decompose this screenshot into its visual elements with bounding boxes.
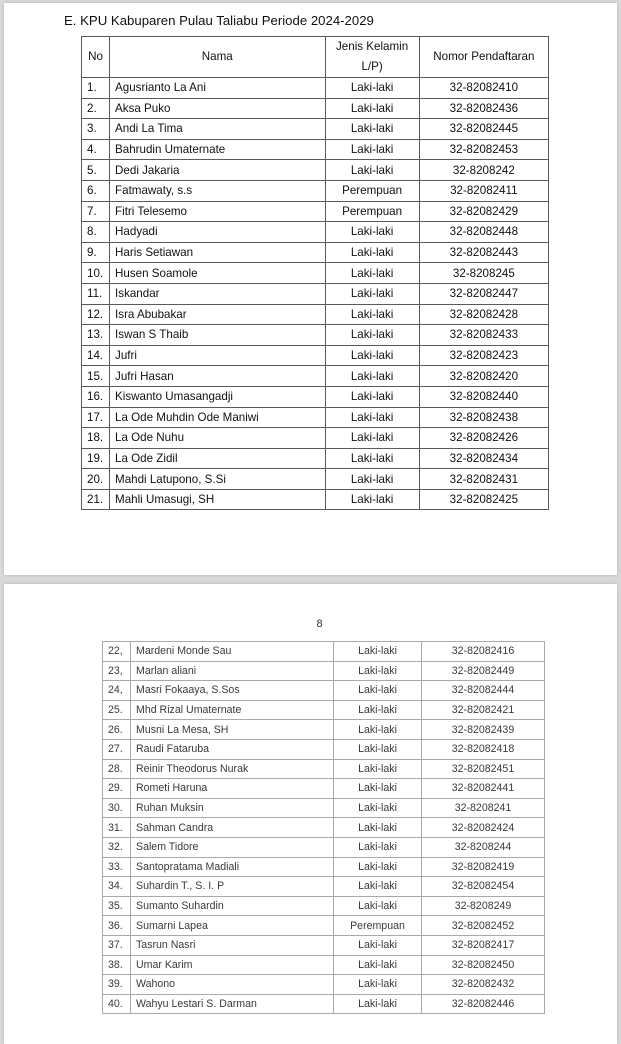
candidate-name: Santopratama Madiali — [131, 857, 334, 877]
table-row — [82, 304, 549, 325]
candidate-name: Masri Fokaaya, S.Sos — [131, 681, 334, 701]
table-row — [103, 975, 545, 995]
candidate-sex: Laki-laki — [334, 798, 422, 818]
row-number: 36. — [103, 916, 131, 936]
row-number: 34. — [103, 877, 131, 897]
registration-number: 32-82082416 — [422, 642, 545, 662]
candidate-name: Hadyadi — [110, 222, 325, 243]
candidate-sex: Laki-laki — [334, 837, 422, 857]
candidate-sex: Laki-laki — [334, 681, 422, 701]
row-number: 12. — [82, 304, 110, 325]
candidate-name: Tasrun Nasri — [131, 935, 334, 955]
registration-number: 32-82082443 — [419, 242, 548, 263]
column-header-name: Nama — [110, 37, 325, 78]
candidate-name: Jufri Hasan — [110, 366, 325, 387]
table-row — [82, 201, 549, 222]
row-number: 39. — [103, 975, 131, 995]
registration-number: 32-82082449 — [422, 661, 545, 681]
table-row — [103, 916, 545, 936]
candidate-sex: Laki-laki — [334, 955, 422, 975]
row-number: 14. — [82, 345, 110, 366]
candidate-name: Jufri — [110, 345, 325, 366]
section-title: E. KPU Kabuparen Pulau Taliabu Periode 2024-2029 — [64, 13, 374, 28]
registration-number: 32-8208249 — [422, 896, 545, 916]
candidate-sex: Laki-laki — [334, 935, 422, 955]
registration-number: 32-8208242 — [419, 160, 548, 181]
table-row — [82, 448, 549, 469]
candidate-name: Husen Soamole — [110, 263, 325, 284]
candidate-name: Isra Abubakar — [110, 304, 325, 325]
registration-number: 32-82082434 — [419, 448, 548, 469]
row-number: 13. — [82, 325, 110, 346]
candidate-name: Sahman Candra — [131, 818, 334, 838]
candidate-sex: Laki-laki — [334, 779, 422, 799]
candidate-name: Fatmawaty, s.s — [110, 180, 325, 201]
table-row — [103, 759, 545, 779]
row-number: 27. — [103, 739, 131, 759]
candidate-name: Sumanto Suhardin — [131, 896, 334, 916]
table-row — [82, 242, 549, 263]
registration-number: 32-82082421 — [422, 700, 545, 720]
candidate-name: Reinir Theodorus Nurak — [131, 759, 334, 779]
candidate-sex: Laki-laki — [334, 739, 422, 759]
registration-number: 32-82082452 — [422, 916, 545, 936]
candidate-sex: Perempuan — [325, 180, 419, 201]
registration-number: 32-82082446 — [422, 994, 545, 1014]
table-row — [82, 78, 549, 99]
row-number: 16. — [82, 386, 110, 407]
candidate-name: Bahrudin Umaternate — [110, 139, 325, 160]
registration-number: 32-82082429 — [419, 201, 548, 222]
registration-number: 32-82082419 — [422, 857, 545, 877]
candidate-sex: Laki-laki — [334, 994, 422, 1014]
table-row — [82, 345, 549, 366]
registration-number: 32-82082441 — [422, 779, 545, 799]
candidate-sex: Laki-laki — [325, 325, 419, 346]
table-row — [82, 366, 549, 387]
row-number: 3. — [82, 119, 110, 140]
row-number: 30. — [103, 798, 131, 818]
registration-number: 32-82082445 — [419, 119, 548, 140]
row-number: 15. — [82, 366, 110, 387]
column-header-sex-line2: L/P) — [361, 60, 383, 73]
registration-number: 32-82082417 — [422, 935, 545, 955]
candidates-table-part-2 — [102, 641, 545, 1014]
candidate-sex: Laki-laki — [325, 98, 419, 119]
registration-number: 32-82082424 — [422, 818, 545, 838]
registration-number: 32-82082438 — [419, 407, 548, 428]
candidate-sex: Laki-laki — [334, 661, 422, 681]
candidate-sex: Perempuan — [325, 201, 419, 222]
registration-number: 32-82082432 — [422, 975, 545, 995]
table-row — [103, 896, 545, 916]
candidate-name: Andi La Tima — [110, 119, 325, 140]
candidate-name: Iskandar — [110, 283, 325, 304]
registration-number: 32-82082450 — [422, 955, 545, 975]
candidate-name: Umar Karim — [131, 955, 334, 975]
registration-number: 32-82082439 — [422, 720, 545, 740]
row-number: 35. — [103, 896, 131, 916]
candidate-name: Suhardin T., S. I. P — [131, 877, 334, 897]
column-header-no: No — [82, 37, 110, 78]
candidate-sex: Laki-laki — [325, 160, 419, 181]
registration-number: 32-82082451 — [422, 759, 545, 779]
table-row — [82, 160, 549, 181]
row-number: 6. — [82, 180, 110, 201]
row-number: 7. — [82, 201, 110, 222]
table-row — [82, 119, 549, 140]
column-header-registration-number: Nomor Pendaftaran — [419, 37, 548, 78]
candidate-sex: Laki-laki — [325, 283, 419, 304]
table-row — [103, 681, 545, 701]
candidate-name: Mardeni Monde Sau — [131, 642, 334, 662]
row-number: 40. — [103, 994, 131, 1014]
candidate-sex: Laki-laki — [325, 304, 419, 325]
candidate-name: Ruhan Muksin — [131, 798, 334, 818]
table-row — [82, 386, 549, 407]
registration-number: 32-82082447 — [419, 283, 548, 304]
candidate-sex: Laki-laki — [325, 119, 419, 140]
candidate-sex: Laki-laki — [334, 896, 422, 916]
row-number: 5. — [82, 160, 110, 181]
registration-number: 32-82082433 — [419, 325, 548, 346]
candidate-sex: Laki-laki — [325, 139, 419, 160]
table-row — [103, 700, 545, 720]
candidate-sex: Laki-laki — [334, 700, 422, 720]
candidate-name: La Ode Nuhu — [110, 428, 325, 449]
row-number: 38. — [103, 955, 131, 975]
candidate-sex: Laki-laki — [334, 975, 422, 995]
registration-number: 32-8208244 — [422, 837, 545, 857]
row-number: 11. — [82, 283, 110, 304]
table-row — [82, 263, 549, 284]
document-page-2 — [4, 584, 617, 1044]
row-number: 19. — [82, 448, 110, 469]
column-header-sex-line1: Jenis Kelamin — [336, 40, 409, 53]
row-number: 18. — [82, 428, 110, 449]
candidate-name: Iswan S Thaib — [110, 325, 325, 346]
candidate-name: Mhd Rizal Umaternate — [131, 700, 334, 720]
registration-number: 32-82082454 — [422, 877, 545, 897]
row-number: 24, — [103, 681, 131, 701]
table-row — [82, 139, 549, 160]
table-row — [103, 779, 545, 799]
candidate-sex: Laki-laki — [334, 759, 422, 779]
candidate-name: Fitri Telesemo — [110, 201, 325, 222]
candidate-sex: Laki-laki — [334, 857, 422, 877]
candidate-sex: Laki-laki — [334, 642, 422, 662]
candidate-sex: Laki-laki — [325, 448, 419, 469]
candidate-sex: Laki-laki — [325, 242, 419, 263]
candidate-name: Wahyu Lestari S. Darman — [131, 994, 334, 1014]
candidate-sex: Laki-laki — [325, 428, 419, 449]
row-number: 25. — [103, 700, 131, 720]
registration-number: 32-8208245 — [419, 263, 548, 284]
candidate-sex: Laki-laki — [334, 877, 422, 897]
table-row — [103, 720, 545, 740]
candidate-sex: Laki-laki — [325, 469, 419, 490]
registration-number: 32-8208241 — [422, 798, 545, 818]
page-number: 8 — [316, 618, 323, 630]
registration-number: 32-82082431 — [419, 469, 548, 490]
table-row — [103, 877, 545, 897]
row-number: 10. — [82, 263, 110, 284]
candidate-name: Rometi Haruna — [131, 779, 334, 799]
table-row — [82, 98, 549, 119]
row-number: 23, — [103, 661, 131, 681]
registration-number: 32-82082440 — [419, 386, 548, 407]
candidate-sex: Laki-laki — [334, 818, 422, 838]
row-number: 28. — [103, 759, 131, 779]
registration-number: 32-82082444 — [422, 681, 545, 701]
registration-number: 32-82082428 — [419, 304, 548, 325]
candidate-name: Dedi Jakaria — [110, 160, 325, 181]
candidate-sex: Laki-laki — [325, 222, 419, 243]
table-row — [103, 661, 545, 681]
row-number: 37. — [103, 935, 131, 955]
candidate-name: La Ode Zidil — [110, 448, 325, 469]
table-row — [103, 642, 545, 662]
table-row — [103, 818, 545, 838]
row-number: 4. — [82, 139, 110, 160]
table-row — [82, 469, 549, 490]
registration-number: 32-82082420 — [419, 366, 548, 387]
row-number: 33. — [103, 857, 131, 877]
table-row — [82, 180, 549, 201]
registration-number: 32-82082410 — [419, 78, 548, 99]
candidate-name: Marlan aliani — [131, 661, 334, 681]
candidate-sex: Laki-laki — [325, 489, 419, 510]
row-number: 2. — [82, 98, 110, 119]
table-row — [103, 857, 545, 877]
row-number: 9. — [82, 242, 110, 263]
candidate-name: Wahono — [131, 975, 334, 995]
registration-number: 32-82082425 — [419, 489, 548, 510]
candidate-name: Salem Tidore — [131, 837, 334, 857]
registration-number: 32-82082426 — [419, 428, 548, 449]
column-header-sex — [325, 37, 419, 78]
candidate-name: Mahdi Latupono, S.Si — [110, 469, 325, 490]
table-header-row — [82, 37, 549, 78]
row-number: 29. — [103, 779, 131, 799]
row-number: 1. — [82, 78, 110, 99]
candidate-sex: Laki-laki — [325, 345, 419, 366]
row-number: 32. — [103, 837, 131, 857]
document-page-1 — [4, 3, 617, 575]
row-number: 31. — [103, 818, 131, 838]
registration-number: 32-82082418 — [422, 739, 545, 759]
registration-number: 32-82082423 — [419, 345, 548, 366]
row-number: 21. — [82, 489, 110, 510]
registration-number: 32-82082448 — [419, 222, 548, 243]
registration-number: 32-82082411 — [419, 180, 548, 201]
candidate-name: Haris Setiawan — [110, 242, 325, 263]
table-row — [82, 407, 549, 428]
candidate-sex: Laki-laki — [334, 720, 422, 740]
candidates-table-part-1 — [81, 36, 549, 510]
table-row — [103, 798, 545, 818]
table-row — [82, 428, 549, 449]
table-row — [103, 739, 545, 759]
candidate-sex: Laki-laki — [325, 386, 419, 407]
table-row — [103, 837, 545, 857]
table-row — [82, 283, 549, 304]
table-row — [103, 994, 545, 1014]
table-row — [103, 955, 545, 975]
candidate-name: Aksa Puko — [110, 98, 325, 119]
candidate-name: La Ode Muhdin Ode Maniwi — [110, 407, 325, 428]
table-row — [82, 489, 549, 510]
row-number: 22, — [103, 642, 131, 662]
candidate-name: Kiswanto Umasangadji — [110, 386, 325, 407]
candidate-name: Raudi Fataruba — [131, 739, 334, 759]
row-number: 17. — [82, 407, 110, 428]
candidate-sex: Laki-laki — [325, 366, 419, 387]
registration-number: 32-82082436 — [419, 98, 548, 119]
row-number: 26. — [103, 720, 131, 740]
table-row — [82, 222, 549, 243]
candidate-name: Mahli Umasugi, SH — [110, 489, 325, 510]
candidate-name: Musni La Mesa, SH — [131, 720, 334, 740]
candidate-sex: Laki-laki — [325, 263, 419, 284]
registration-number: 32-82082453 — [419, 139, 548, 160]
table-row — [103, 935, 545, 955]
row-number: 8. — [82, 222, 110, 243]
row-number: 20. — [82, 469, 110, 490]
candidate-sex: Perempuan — [334, 916, 422, 936]
candidate-name: Sumarni Lapea — [131, 916, 334, 936]
candidate-name: Agusrianto La Ani — [110, 78, 325, 99]
candidate-sex: Laki-laki — [325, 78, 419, 99]
table-row — [82, 325, 549, 346]
candidate-sex: Laki-laki — [325, 407, 419, 428]
